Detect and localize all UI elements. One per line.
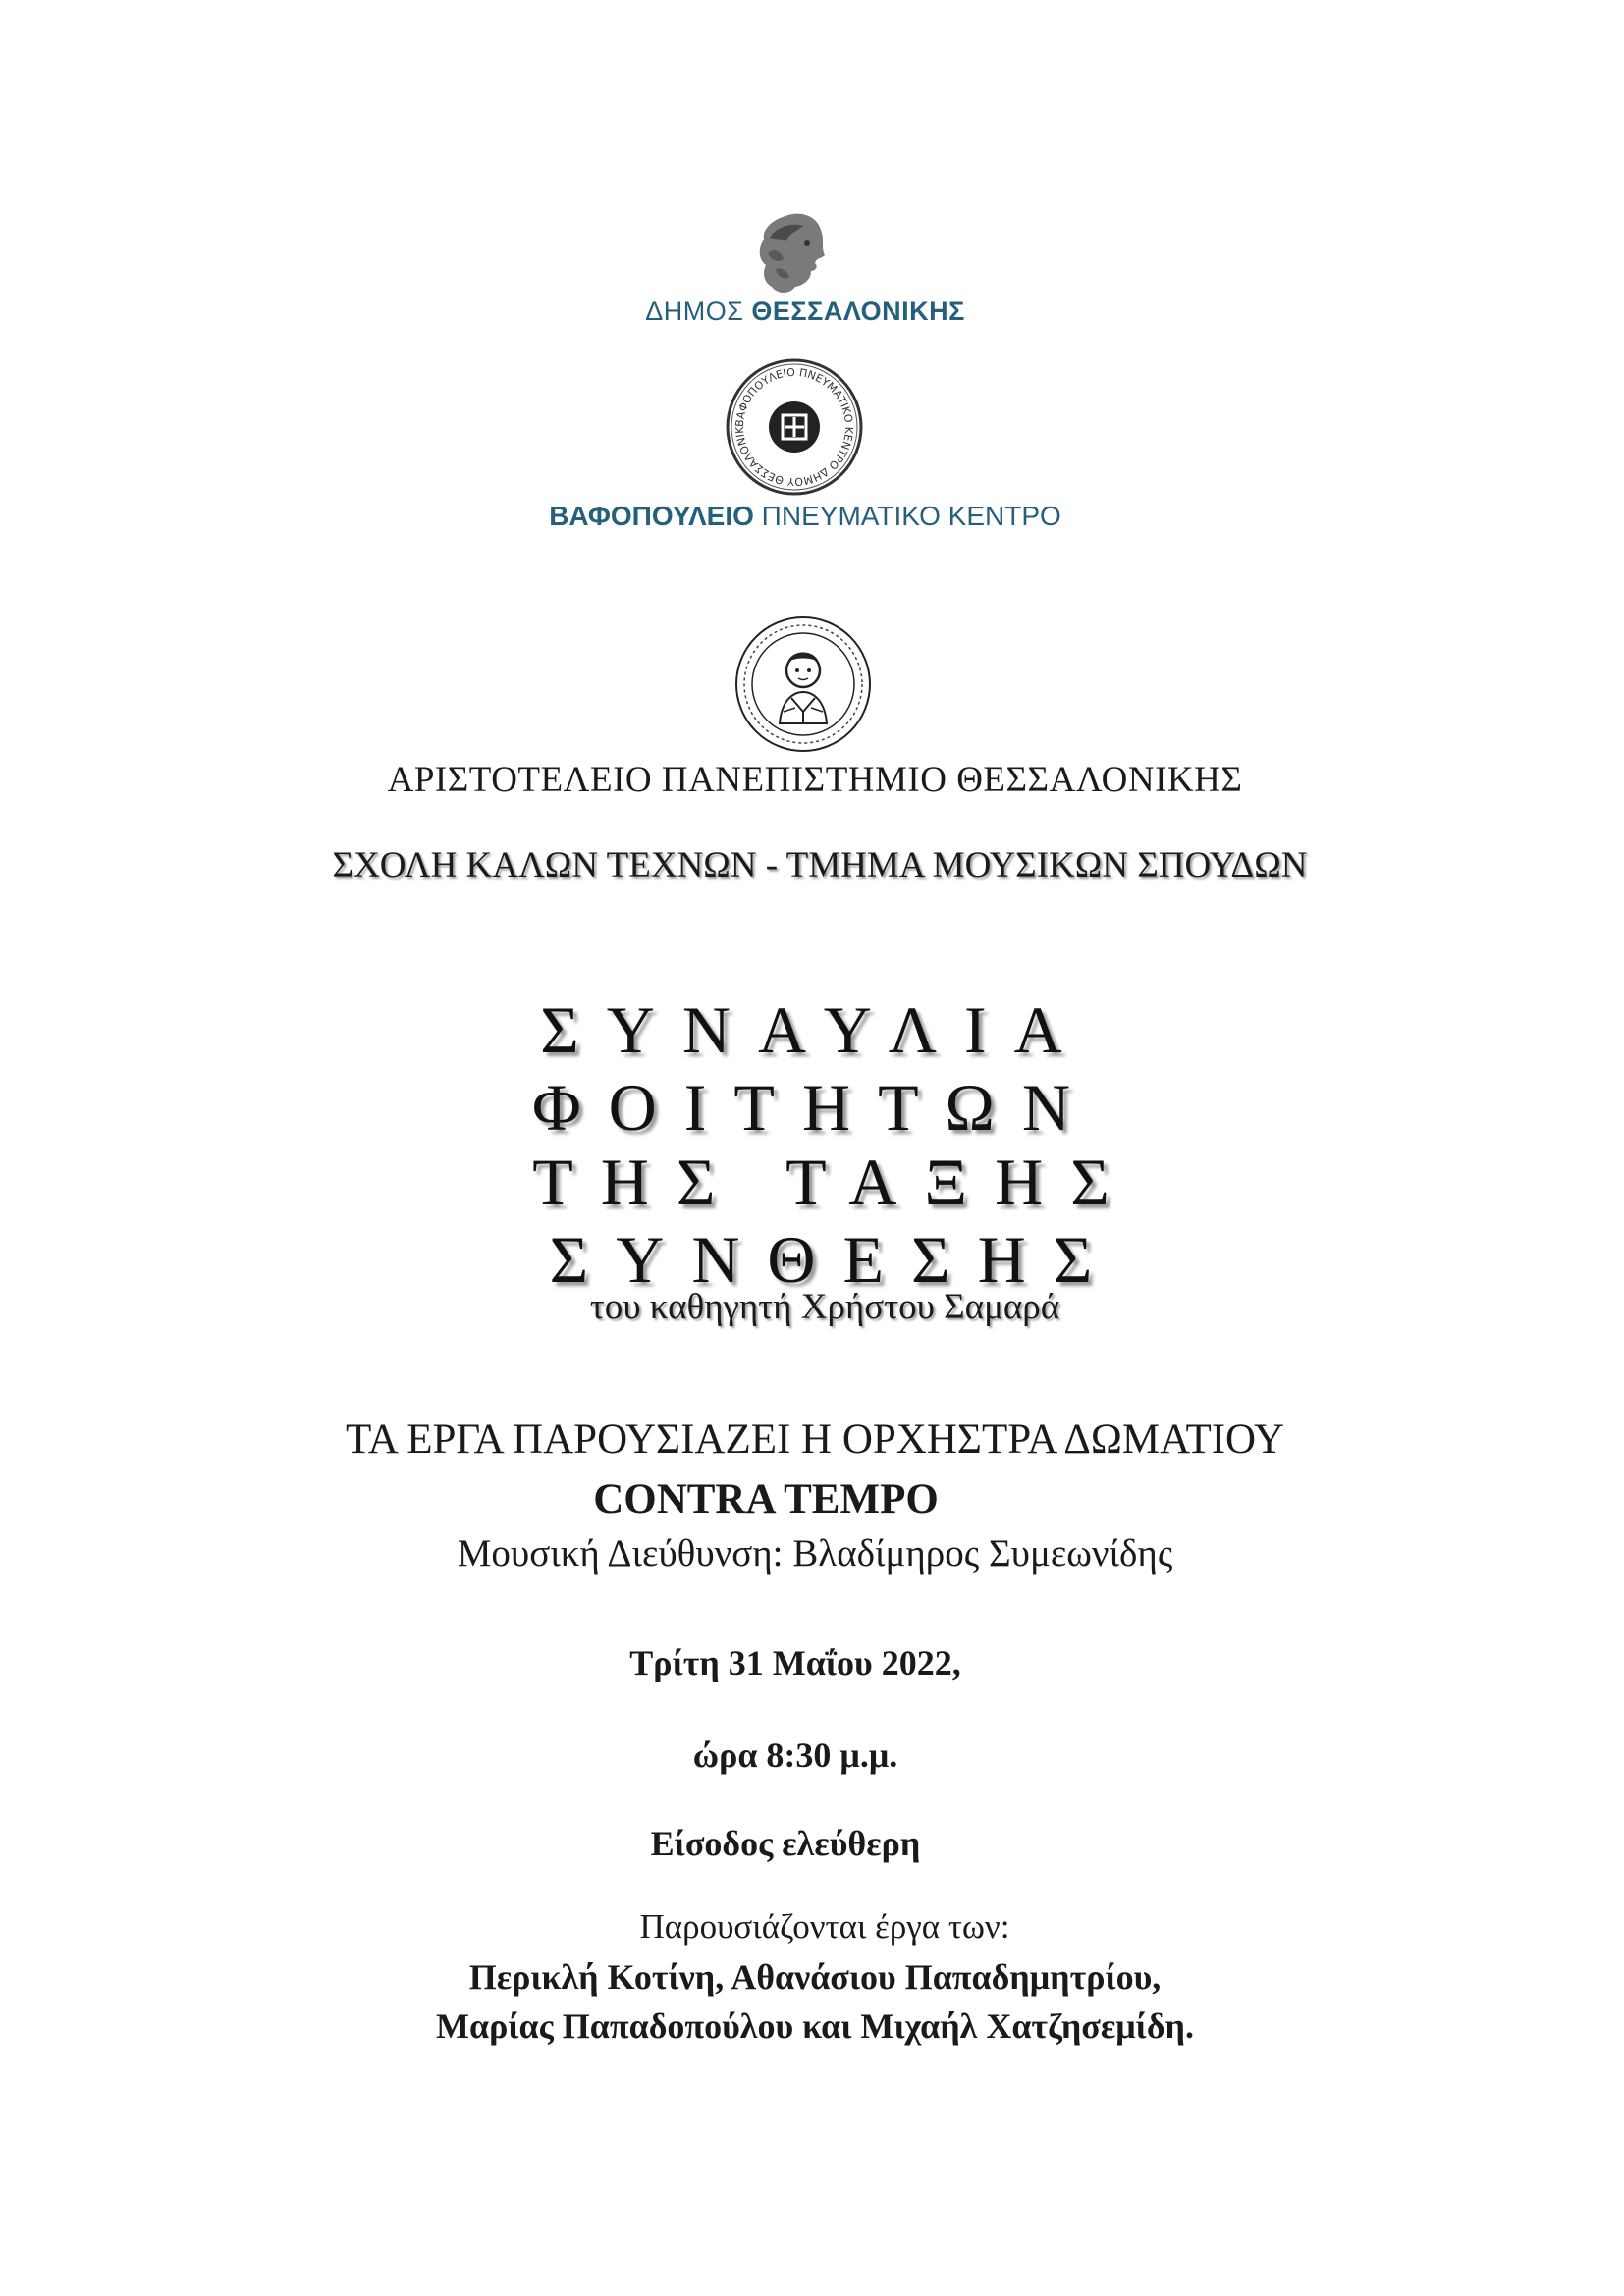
works-intro: Παρουσιάζονται έργα των: (639, 1907, 1010, 1946)
vafopouleio-name-bold: ΒΑΦΟΠΟΥΛΕΙΟ (549, 501, 754, 531)
concert-title-line1: ΣΥΝΑΥΛΙΑ ΦΟΙΤΗΤΩΝ (531, 992, 1099, 1145)
professor-subtitle: του καθηγητή Χρήστου Σαμαρά (589, 1287, 1060, 1327)
orchestra-intro: ΤΑ ΕΡΓΑ ΠΑΡΟΥΣΙΑΖΕΙ Η ΟΡΧΗΣΤΡΑ ΔΩΜΑΤΙΟΥ (345, 1416, 1284, 1463)
vafopouleio-name (491, 501, 1119, 532)
municipality-name-regular: ΔΗΜΟΣ (645, 296, 752, 326)
event-date: Τρίτη 31 Μαΐου 2022, (629, 1643, 961, 1682)
municipality-name-bold: ΘΕΣΣΑΛΟΝΙΚΗΣ (751, 296, 965, 326)
municipality-name (530, 296, 1080, 327)
vafopouleio-name-regular: ΠΝΕΥΜΑΤΙΚΟ ΚΕΝΤΡΟ (753, 501, 1061, 531)
seal-ring-text: ΒΑΦΟΠΟΥΛΕΙΟ ΠΝΕΥΜΑΤΙΚΟ ΚΕΝΤΡΟ ΔΗΜΟΥ ΘΕΣΣΑΛΟΝΙΚ (732, 365, 856, 489)
composers-line1: Περικλή Κοτίνη, Αθανάσιου Παπαδημητρίου, (468, 1957, 1162, 1997)
free-entry: Είσοδος ελεύθερη (650, 1824, 921, 1863)
concert-title-line2: ΤΗΣ ΤΑΞΗΣ ΣΥΝΘΕΣΗΣ (532, 1145, 1137, 1297)
event-time: ώρα 8:30 μ.μ. (692, 1735, 898, 1775)
school-department: ΣΧΟΛΗ ΚΑΛΩΝ ΤΕΧΝΩΝ - ΤΜΗΜΑ ΜΟΥΣΙΚΩΝ ΣΠΟΥΔΩΝ (332, 845, 1308, 885)
composers-line2: Μαρίας Παπαδοπούλου και Μιχαήλ Χατζησεμίδη. (436, 2006, 1194, 2046)
university-name: ΑΡΙΣΤΟΤΕΛΕΙΟ ΠΑΝΕΠΙΣΤΗΜΙΟ ΘΕΣΣΑΛΟΝΙΚΗΣ (387, 760, 1243, 800)
musical-direction: Μουσική Διεύθυνση: Βλαδίμηρος Συμεωνίδης (457, 1532, 1173, 1575)
alexander-head-logo (746, 208, 835, 298)
university-seal (732, 614, 874, 755)
vafopouleio-seal (724, 356, 865, 498)
orchestra-name: CONTRA TEMPO (593, 1476, 939, 1522)
